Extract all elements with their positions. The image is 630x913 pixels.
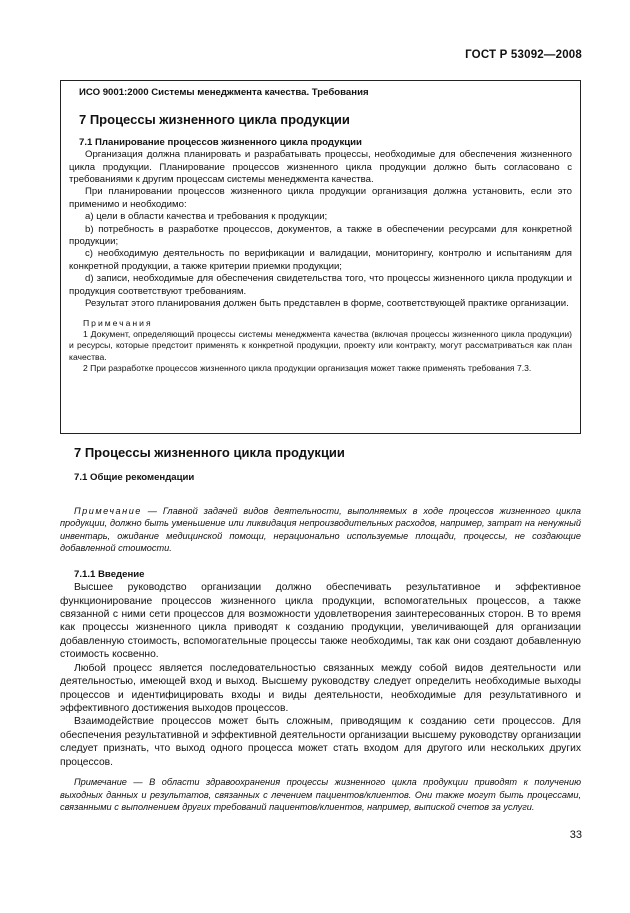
note-item: 2 При разработке процессов жизненного цикла продукции организация может также применять требования 7.3.	[83, 363, 532, 374]
section-title: 7 Процессы жизненного цикла продукции	[74, 445, 345, 460]
body-paragraph: Любой процесс является последовательностью связанных между собой видов деятельности или деятельностью, имеющей вход и выход. Высшему руководству следует определить необходимые выходы процессов и идентифицировать входы и виды деятельности, необходимые для результативного и эффективного достижения выходов процессов.	[60, 662, 581, 714]
box-paragraph: Результат этого планирования должен быть представлен в форме, соответствующей практике организации.	[85, 298, 569, 310]
note-item: 1 Документ, определяющий процессы системы менеджмента качества (включая процессы жизненного цикла продукции) и ресурсы, которые предстоит применять к конкретной продукции, проекту или контракту, могут рассматриваться как план качества.	[69, 328, 572, 362]
box-list-item: a) цели в области качества и требования к продукции;	[85, 211, 328, 223]
body-paragraph: Высшее руководство организации должно обеспечивать результативное и эффективное функционирование процессов жизненного цикла продукции, вспомогательных процессов, а также связанной с ними сети процессов для возможности удовлетворения заинтересованных сторон. В то время как процессы жизненного цикла приводят к созданию продукции, увеличивающей для организации добавленную стоимость, вспомогательные процессы также необходимы, так как они создают добавленную стоимость косвенно.	[60, 582, 581, 661]
standard-header: ГОСТ Р 53092—2008	[465, 49, 582, 61]
box-list-item: b) потребность в разработке процессов, документов, а также в обеспечении ресурсами для конкретной продукции;	[69, 223, 572, 248]
note-text: — Главной задачей видов деятельности, выполняемых в ходе процессов жизненного цикла продукции, должно быть уменьшение или ликвидация непроизводительных расходов, например, затрат на ненужный инвентарь, ожидание медицинской помощи, нерационально используемые площади, процессы, не создающие добавленной стоимости.	[60, 505, 581, 554]
quoted-requirements-box	[60, 80, 581, 434]
notes-heading: Примечания	[83, 317, 153, 328]
box-list-item: c) необходимую деятельность по верификации и валидации, мониторингу, контролю и испытаниям для конкретной продукции, а также критерии приемки продукции;	[69, 248, 572, 272]
box-paragraph: При планировании процессов жизненного цикла продукции организация должна установить, если это применимо и необходимо:	[69, 186, 572, 210]
box-section-title: 7 Процессы жизненного цикла продукции	[79, 112, 350, 128]
box-list-item: d) записи, необходимые для обеспечения свидетельства того, что процессы жизненного цикла продукции и продукция соответствуют требованиям.	[69, 273, 572, 297]
note-healthcare: Примечание — В области здравоохранения процессы жизненного цикла продукции приводят к получению выходных данных и результатов, связанных с лечением пациентов/клиентов. Они также могут быть процессами, связанными с выполнением других требований пациентов/клиентов, например, выпиской счетов за услуги.	[60, 776, 581, 813]
subsection-title: 7.1 Общие рекомендации	[74, 472, 195, 484]
note-label: Примечание	[74, 505, 142, 516]
box-subsection-title: 7.1 Планирование процессов жизненного цикла продукции	[79, 136, 362, 148]
subsubsection-title: 7.1.1 Введение	[74, 568, 145, 580]
page-number: 33	[569, 829, 582, 841]
box-paragraph: Организация должна планировать и разрабатывать процессы, необходимые для обеспечения жизненного цикла продукции. Планирование процессов жизненного цикла продукции должно быть согласовано с требованиями к другим процессам системы менеджмента качества.	[69, 149, 572, 186]
reference-line: ИСО 9001:2000 Системы менеджмента качества. Требования	[79, 87, 369, 98]
main-content	[60, 446, 581, 814]
note-general	[60, 505, 581, 555]
body-paragraph: Взаимодействие процессов может быть сложным, приводящим к созданию сети процессов. Для обеспечения результативной и эффективной деятельности организации высшему руководству организации следует признать, что выход одного процесса может стать входом для другого или нескольких других процессов.	[60, 716, 581, 768]
